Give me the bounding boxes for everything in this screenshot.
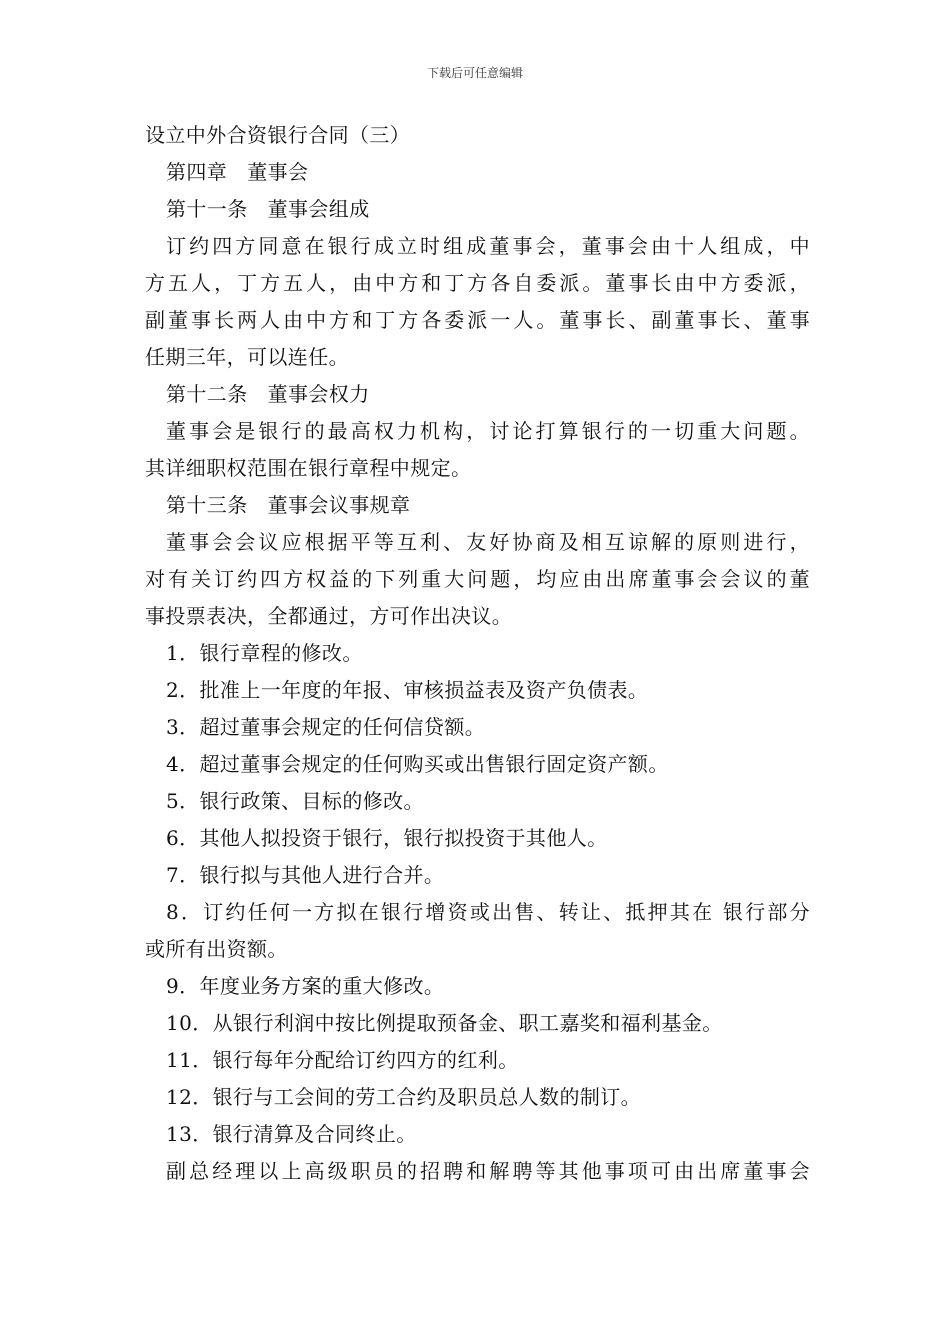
list-item-4: 4．超过董事会规定的任何购买或出售银行固定资产额。: [166, 752, 669, 776]
list-item-8-continued: 或所有出资额。: [145, 937, 288, 961]
list-item-11: 11．银行每年分配给订约四方的红利。: [166, 1048, 519, 1072]
list-item-3: 3．超过董事会规定的任何信贷额。: [166, 715, 486, 739]
chapter-number: 第四章: [166, 160, 228, 184]
article-13-line-1: 董事会会议应根据平等互利、友好协商及相互谅解的原则进行，: [166, 530, 810, 554]
article-11-line-2: 方五人，丁方五人，由中方和丁方各自委派。董事长由中方委派，: [145, 271, 810, 295]
list-item-1: 1．银行章程的修改。: [166, 641, 363, 665]
document-title: 设立中外合资银行合同（三）: [145, 123, 411, 147]
article-12-number: 第十二条: [166, 382, 248, 406]
article-12-heading: [145, 376, 810, 413]
chapter-name: 董事会: [247, 160, 309, 184]
article-13-heading: [145, 487, 810, 524]
article-11-line-1: 订约四方同意在银行成立时组成董事会，董事会由十人组成，中: [166, 234, 810, 258]
chapter-heading: [145, 154, 810, 191]
list-item-10: 10．从银行利润中按比例提取预备金、职工嘉奖和福利基金。: [166, 1011, 723, 1035]
article-11-number: 第十一条: [166, 197, 248, 221]
list-item-5: 5．银行政策、目标的修改。: [166, 789, 424, 813]
article-12-line-1: 董事会是银行的最高权力机构，讨论打算银行的一切重大问题。: [166, 419, 810, 443]
article-13-line-3: 事投票表决，全都通过，方可作出决议。: [145, 604, 513, 628]
article-12-name: 董事会权力: [267, 382, 370, 406]
article-13-number: 第十三条: [166, 493, 248, 517]
list-item-7: 7．银行拟与其他人进行合并。: [166, 863, 445, 887]
article-11-line-3: 副董事长两人由中方和丁方各委派一人。董事长、副董事长、董事: [145, 308, 810, 332]
article-13-closing: 副总经理以上高级职员的招聘和解聘等其他事项可由出席董事会: [166, 1159, 810, 1183]
document-body: [145, 117, 810, 1190]
article-12-line-2: 其详细职权范围在银行章程中规定。: [145, 456, 472, 480]
list-item-8: 8．订约任何一方拟在银行增资或出售、转让、抵押其在 银行部分: [166, 900, 810, 924]
list-item-6: 6．其他人拟投资于银行，银行拟投资于其他人。: [166, 826, 608, 850]
list-item-2: 2．批准上一年度的年报、审核损益表及资产负债表。: [166, 678, 649, 702]
list-item-9: 9．年度业务方案的重大修改。: [166, 974, 445, 998]
page-header-note: 下载后可任意编辑: [426, 66, 523, 80]
article-11-line-4: 任期三年，可以连任。: [145, 345, 349, 369]
list-item-12: 12．银行与工会间的劳工合约及职员总人数的制订。: [166, 1085, 642, 1109]
article-13-line-2: 对有关订约四方权益的下列重大问题，均应由出席董事会会议的董: [145, 567, 810, 591]
article-11-name: 董事会组成: [267, 197, 370, 221]
article-13-name: 董事会议事规章: [267, 493, 411, 517]
article-11-heading: [145, 191, 810, 228]
list-item-13: 13．银行清算及合同终止。: [166, 1122, 417, 1146]
